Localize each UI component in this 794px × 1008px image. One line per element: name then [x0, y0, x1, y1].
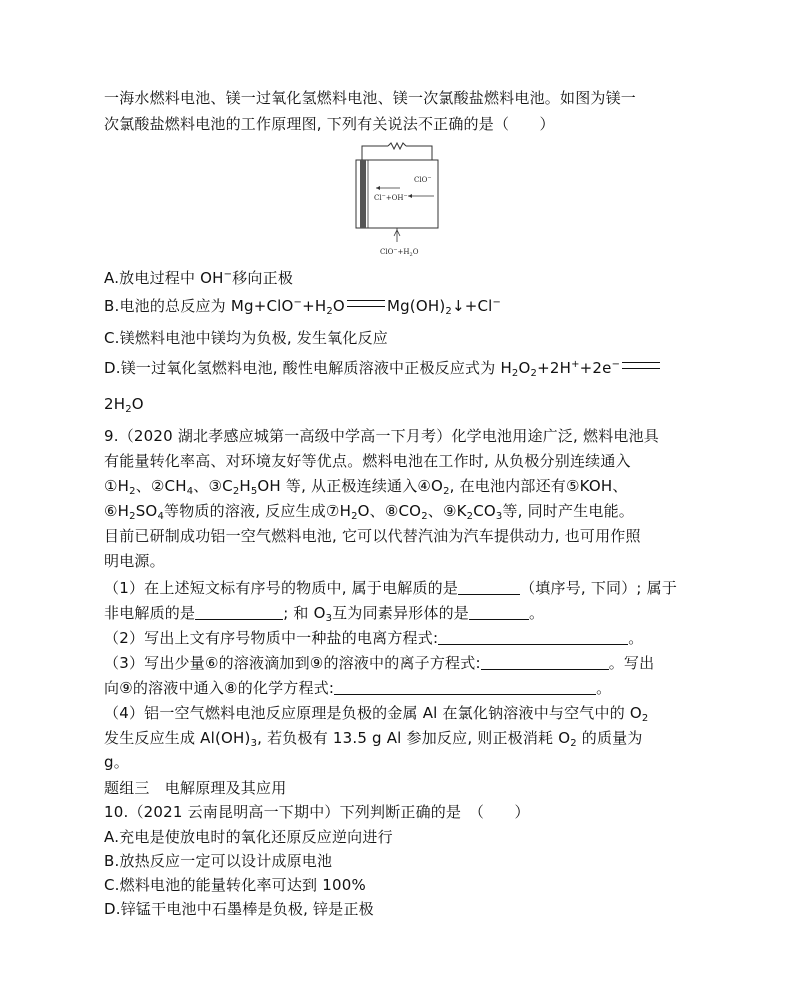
q10-option-d: D.锌锰干电池中石墨棒是负极, 锌是正极 — [104, 900, 374, 918]
equals-sign — [622, 362, 660, 369]
mg-electrode — [360, 160, 366, 228]
label-inlet: $ClO^-+H_2O$ — [380, 247, 419, 258]
q8-option-d-cont: $2H_2O$ — [104, 395, 144, 415]
q10-option-c: C.燃料电池的能量转化率可达到 100% — [104, 876, 366, 894]
q9-part-2: （2）写出上文有序号物质中一种盐的电离方程式: 。 — [104, 629, 644, 647]
q10-option-a: A.充电是使放电时的氧化还原反应逆向进行 — [104, 828, 393, 846]
q10-option-b: B.放热反应一定可以设计成原电池 — [104, 852, 333, 870]
q8-option-b: B.电池的总反应为 $Mg+ClO^-+H_2O$ $Mg(OH)_2↓+Cl^-$ — [104, 297, 502, 317]
wire-right — [406, 146, 432, 160]
q9-stem-4: $⑥H_2SO_4$等物质的溶液, 反应生成$⑦H_2O$、$⑧CO_2$、$⑨K_2CO_3$等, 同时产生电能。 — [104, 502, 634, 522]
q8-option-c: C.镁燃料电池中镁均为负极, 发生氧化反应 — [104, 329, 388, 347]
q9-part-3-cont: 向⑨的溶液中通入⑧的化学方程式: 。 — [104, 679, 612, 697]
q9-stem-2: 有能量转化率高、对环境友好等优点。燃料电池在工作时, 从负极分别连续通入 — [104, 452, 631, 470]
answer-blank-3[interactable] — [469, 604, 529, 620]
q9-stem-1: 9.（2020 湖北孝感应城第一高级中学高一下月考）化学电池用途广泛, 燃料电池具 — [104, 427, 659, 445]
label-cl-oh: Cl−+OH− — [374, 193, 408, 202]
q9-part-1-cont: 非电解质的是 ; 和 $O_3$互为同素异形体的是 。 — [104, 604, 545, 624]
q9-part-4-cont: 发生反应生成 $Al(OH)_3$, 若负极有 13.5 g Al 参加反应, 则正极消耗 $O_2$ 的质量为 — [104, 729, 643, 749]
q9-part-1: （1）在上述短文标有序号的物质中, 属于电解质的是 （填序号, 下同）; 属于 — [104, 579, 678, 597]
q9-stem-6: 明电源。 — [104, 552, 165, 570]
q10-stem: 10.（2021 云南昆明高一下期中）下列判断正确的是 （ ） — [104, 803, 530, 821]
q8-option-d: D.镁一过氧化氢燃料电池, 酸性电解质溶液中正极反应式为 $H_2O_2+2H^++2e^-$ — [104, 358, 662, 378]
intro-line-2: 次氯酸盐燃料电池的工作原理图, 下列有关说法不正确的是（ ） — [104, 115, 555, 133]
intro-line-1: 一海水燃料电池、镁一过氧化氢燃料电池、镁一次氯酸盐燃料电池。如图为镁一 — [104, 89, 637, 107]
answer-blank-5[interactable] — [481, 654, 609, 670]
answer-blank-6[interactable] — [334, 679, 596, 695]
label-clo: ClO− — [414, 175, 432, 184]
q9-part-4-end: g。 — [104, 753, 129, 771]
wire-left — [362, 146, 388, 160]
q9-part-4: （4）铝一空气燃料电池反应原理是负极的金属 Al 在氯化钠溶液中与空气中的 $O_2$ — [104, 704, 649, 724]
q8-option-a: A.放电过程中 OH−移向正极 — [104, 269, 294, 287]
q9-stem-3: $①H_2$、$②CH_4$、$③C_2H_5OH$ 等, 从正极连续通入$④O_2$, 在电池内部还有⑤KOH、 — [104, 477, 628, 497]
fuel-cell-diagram — [352, 138, 442, 258]
section-title: 题组三 电解原理及其应用 — [104, 779, 287, 797]
q9-stem-5: 目前已研制成功铝一空气燃料电池, 它可以代替汽油为汽车提供动力, 也可用作照 — [104, 527, 641, 545]
equals-sign — [347, 300, 385, 307]
answer-blank-4[interactable] — [438, 629, 628, 645]
answer-blank-2[interactable] — [195, 604, 283, 620]
answer-blank-1[interactable] — [458, 579, 520, 595]
q9-part-3: （3）写出少量⑥的溶液滴加到⑨的溶液中的离子方程式: 。写出 — [104, 654, 655, 672]
resistor-icon — [388, 143, 406, 149]
